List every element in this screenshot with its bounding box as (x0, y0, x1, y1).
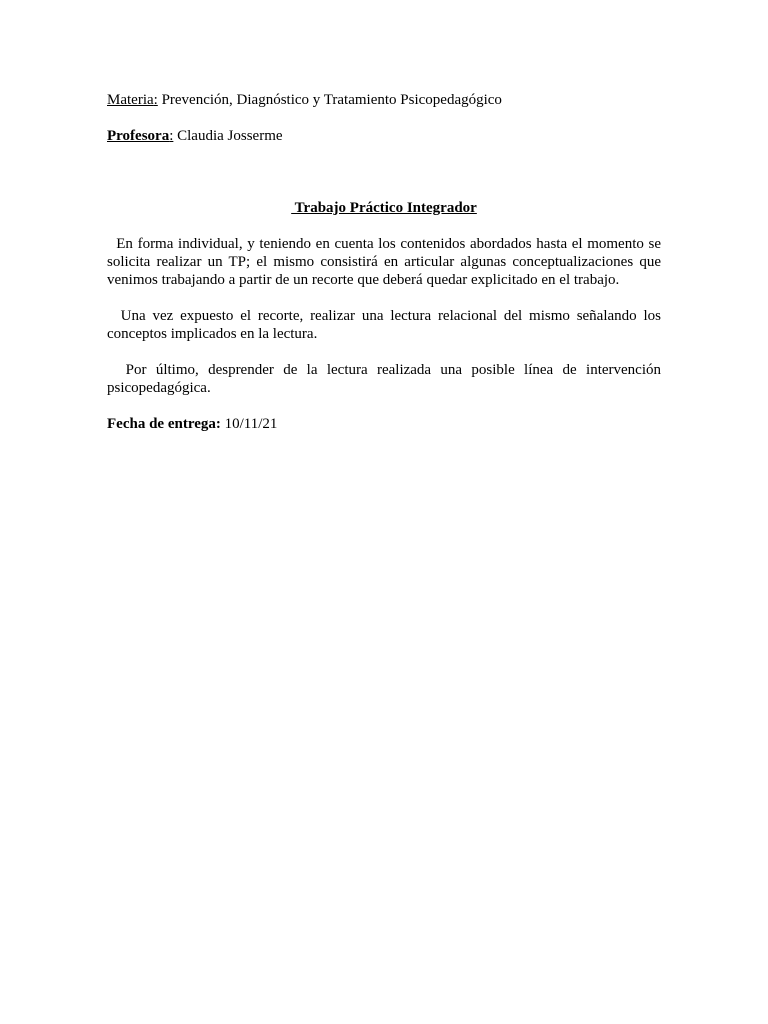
profesora-value: Claudia Josserme (173, 128, 283, 144)
document-title-text: Trabajo Práctico Integrador (291, 200, 477, 216)
profesora-row (107, 127, 661, 145)
due-date-label: Fecha de entrega: (107, 416, 221, 432)
materia-value: Prevención, Diagnóstico y Tratamiento Psicopedagógico (157, 92, 502, 108)
paragraph-3: Por último, desprender de la lectura realizada una posible línea de intervención psicopedagógica. (107, 362, 661, 396)
materia-label: Materia (107, 92, 154, 108)
materia-row (107, 91, 661, 109)
profesora-colon: : (169, 128, 174, 144)
due-date-row (107, 415, 661, 433)
paragraph-1: En forma individual, y teniendo en cuenta los contenidos abordados hasta el momento se solicita realizar un TP; el mismo consistirá en articular algunas conceptualizaciones que venimos trabajando a partir de un recorte que deberá quedar explicitado en el trabajo. (107, 236, 661, 288)
paragraph-2: Una vez expuesto el recorte, realizar una lectura relacional del mismo señalando los conceptos implicados en la lectura. (107, 308, 661, 342)
due-date-value: 10/11/21 (220, 416, 278, 432)
materia-colon: : (153, 92, 158, 108)
document-title (107, 199, 661, 217)
spacer (107, 163, 661, 199)
profesora-label: Profesora (107, 128, 170, 144)
document-page (107, 91, 661, 433)
